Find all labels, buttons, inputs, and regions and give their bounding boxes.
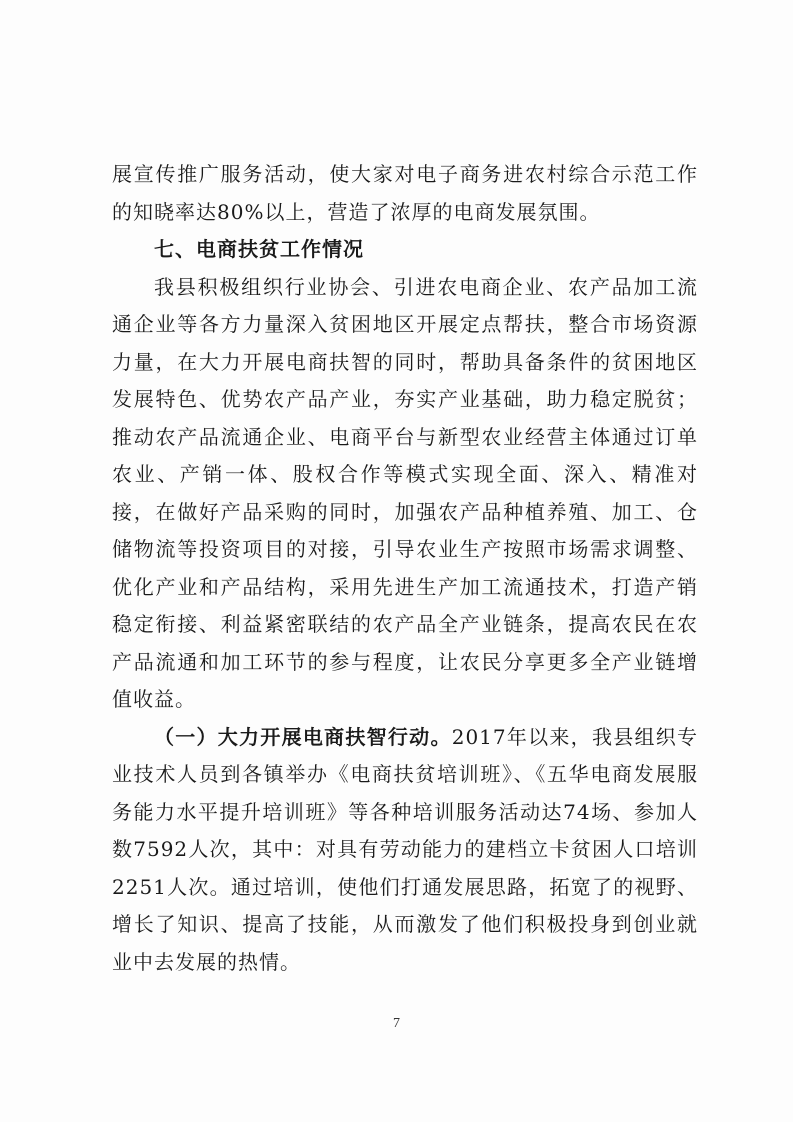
- subsection-body: 2017年以来，我县组织专业技术人员到各镇举办《电商扶贫培训班》、《五华电商发展服务能力水平提升培训班》等各种培训服务活动达74场、参加人数7592人次，其中：对具有劳动能力的建档立卡贫困人口培训2251人次。通过培训，使他们打通发展思路，拓宽了的视野、增长了知识、提高了技能，从而激发了他们积极投身到创业就业中去发展的热情。: [112, 724, 699, 974]
- document-body: [112, 156, 698, 981]
- paragraph-continuation: 展宣传推广服务活动，使大家对电子商务进农村综合示范工作的知晓率达80%以上，营造了浓厚的电商发展氛围。: [112, 162, 698, 224]
- paragraph-subsection: [112, 719, 698, 982]
- subsection-lead: （一）大力开展电商扶智行动。: [154, 724, 452, 749]
- page-number: 7: [393, 1016, 400, 1031]
- section-heading: 七、电商扶贫工作情况: [154, 237, 364, 261]
- paragraph-main: 我县积极组织行业协会、引进农电商企业、农产品加工流通企业等各方力量深入贫困地区开展定点帮扶，整合市场资源力量，在大力开展电商扶智的同时，帮助具备条件的贫困地区发展特色、优势农产品产业，夯实产业基础，助力稳定脱贫；推动农产品流通企业、电商平台与新型农业经营主体通过订单农业、产销一体、股权合作等模式实现全面、深入、精准对接，在做好产品采购的同时，加强农产品种植养殖、加工、仓储物流等投资项目的对接，引导农业生产按照市场需求调整、优化产业和产品结构，采用先进生产加工流通技术，打造产销稳定衔接、利益紧密联结的农产品全产业链条，提高农民在农产品流通和加工环节的参与程度，让农民分享更多全产业链增值收益。: [112, 274, 698, 711]
